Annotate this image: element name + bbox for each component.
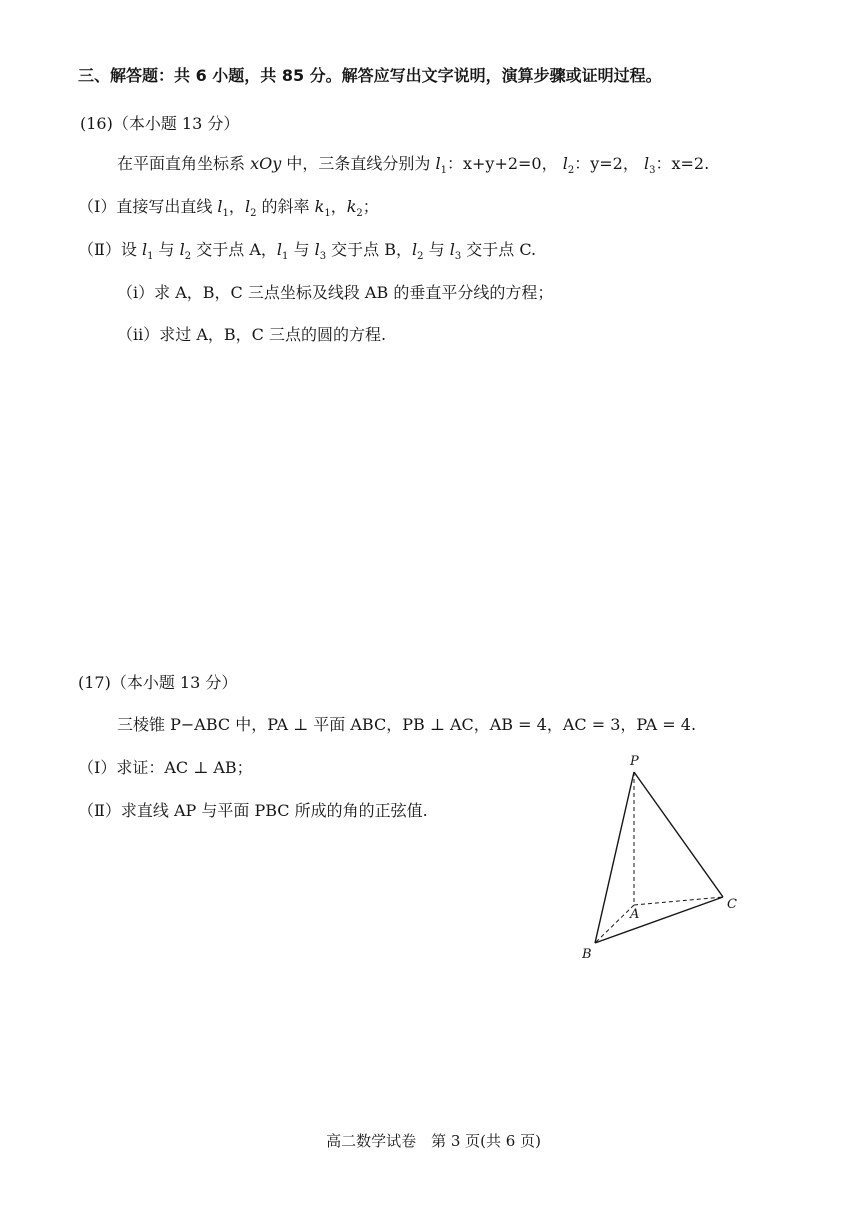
edge-pc xyxy=(634,772,723,897)
edge-ab xyxy=(595,905,634,943)
q16-part1-text-b: 的斜率 xyxy=(256,197,315,216)
q16-part2-text-c: 交于点 A， xyxy=(191,240,277,259)
edge-ac xyxy=(634,897,723,905)
q16-intro-text-b: 中，三条直线分别为 xyxy=(281,154,436,173)
edge-bc xyxy=(595,897,723,943)
q16-l3-equation: ：x=2. xyxy=(655,154,710,173)
question-17-part-2: （Ⅱ）求直线 AP 与平面 PBC 所成的角的正弦值. xyxy=(78,801,428,820)
question-16-title: (16)（本小题 13 分） xyxy=(80,114,240,133)
q16-l2-equation: ：y=2， xyxy=(574,154,639,173)
triangular-pyramid-figure xyxy=(560,745,760,975)
q16-part2-text-a: （Ⅱ）设 xyxy=(78,240,142,259)
page-footer: 高二数学试卷 第 3 页(共 6 页) xyxy=(326,1132,541,1150)
question-17-part-1: （Ⅰ）求证：AC ⊥ AB； xyxy=(78,758,253,777)
q16-part2-text-b3: 与 xyxy=(423,240,450,259)
question-16-part-1: （Ⅰ）直接写出直线 $l_1$，$l_2$ 的斜率 $k_1$，$k_2$； xyxy=(78,197,379,219)
label-a: A xyxy=(630,907,640,922)
question-16-part-2-i: （i）求 A，B，C 三点坐标及线段 AB 的垂直平分线的方程； xyxy=(117,283,554,302)
q16-part2-text-e: 交于点 C. xyxy=(461,240,537,259)
q16-intro-xoy: xOy xyxy=(250,154,282,173)
section-header: 三、解答题：共 6 小题，共 85 分。解答应写出文字说明，演算步骤或证明过程。 xyxy=(78,66,662,85)
question-16-part-2: （Ⅱ）设 $l_1$ 与 $l_2$ 交于点 A，$l_1$ 与 $l_3$ 交于点 B，$l_2$ 与 $l_3$ 交于点 C. xyxy=(78,240,537,262)
q16-part2-text-b: 与 xyxy=(153,240,180,259)
question-17-intro: 三棱锥 P−ABC 中，PA ⊥ 平面 ABC，PB ⊥ AC，AB = 4，AC = 3，PA = 4. xyxy=(117,715,697,734)
label-p: P xyxy=(630,754,639,769)
question-16-part-2-ii: （ii）求过 A，B，C 三点的圆的方程. xyxy=(117,325,387,344)
q16-part2-text-d: 交于点 B， xyxy=(326,240,413,259)
q16-part1-text-a: （Ⅰ）直接写出直线 xyxy=(78,197,218,216)
q16-l1-equation: ：x+y+2=0， xyxy=(446,154,558,173)
question-17-title: (17)（本小题 13 分） xyxy=(78,673,238,692)
label-c: C xyxy=(727,897,737,912)
q16-intro-text-a: 在平面直角坐标系 xyxy=(117,154,251,173)
label-b: B xyxy=(582,947,592,962)
q16-part2-text-b2: 与 xyxy=(288,240,315,259)
edge-pb xyxy=(595,772,634,943)
question-16-intro: 在平面直角坐标系 xOy 中，三条直线分别为 $l_1$：x+y+2=0， $l_2$：y=2， $l_3$：x=2. xyxy=(117,154,710,176)
